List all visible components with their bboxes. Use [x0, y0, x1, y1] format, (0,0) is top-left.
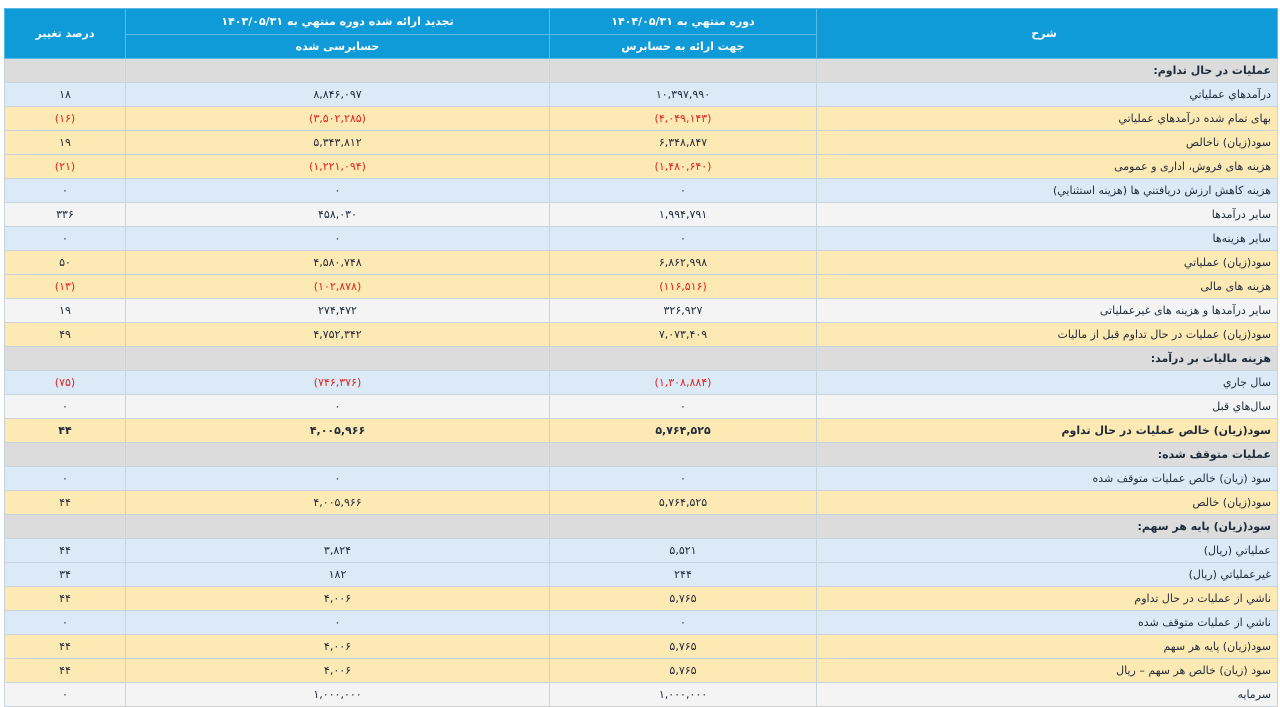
current-period-value: ۵,۷۶۴,۵۲۵	[550, 419, 817, 443]
current-period-value: (۱,۳۰۸,۸۸۴)	[550, 371, 817, 395]
previous-period-value: ۴,۰۰۶	[126, 635, 550, 659]
previous-period-value: ۰	[126, 395, 550, 419]
table-row	[5, 395, 1278, 419]
current-period-value: ۰	[550, 179, 817, 203]
change-percent-value: ۴۴	[5, 659, 126, 683]
header-current-status: جهت ارائه به حسابرس	[550, 35, 817, 59]
table-row	[5, 179, 1278, 203]
row-label: سود(زيان) خالص عمليات در حال تداوم	[817, 419, 1278, 443]
row-label: سود(زيان) ناخالص	[817, 131, 1278, 155]
row-label: عملياتي (ريال)	[817, 539, 1278, 563]
section-row	[5, 515, 1278, 539]
previous-period-value	[126, 59, 550, 83]
row-label: غيرعملياتي (ريال)	[817, 563, 1278, 587]
change-percent-value: (۷۵)	[5, 371, 126, 395]
table-row	[5, 275, 1278, 299]
current-period-value: ۵,۵۲۱	[550, 539, 817, 563]
previous-period-value: (۱,۲۲۱,۰۹۴)	[126, 155, 550, 179]
previous-period-value	[126, 443, 550, 467]
table-body	[5, 59, 1278, 707]
current-period-value	[550, 515, 817, 539]
row-label: سود (زيان) خالص هر سهم – ريال	[817, 659, 1278, 683]
current-period-value: (۱۱۶,۵۱۶)	[550, 275, 817, 299]
change-percent-value: (۱۶)	[5, 107, 126, 131]
table-row	[5, 227, 1278, 251]
income-statement-table	[4, 8, 1278, 707]
row-label: هزينه هاى مالى	[817, 275, 1278, 299]
table-row	[5, 131, 1278, 155]
change-percent-value: ۰	[5, 179, 126, 203]
row-label: سود(زيان) پايه هر سهم	[817, 635, 1278, 659]
table-row	[5, 371, 1278, 395]
previous-period-value: ۸,۸۴۶,۰۹۷	[126, 83, 550, 107]
previous-period-value: ۱,۰۰۰,۰۰۰	[126, 683, 550, 707]
current-period-value: ۶,۳۴۸,۸۴۷	[550, 131, 817, 155]
previous-period-value: ۰	[126, 611, 550, 635]
change-percent-value: ۳۴	[5, 563, 126, 587]
change-percent-value: ۴۴	[5, 587, 126, 611]
previous-period-value: ۴,۷۵۲,۳۴۲	[126, 323, 550, 347]
section-row	[5, 443, 1278, 467]
previous-period-value	[126, 515, 550, 539]
current-period-value: ۱,۹۹۴,۷۹۱	[550, 203, 817, 227]
row-label: عملیات متوقف شده:	[817, 443, 1278, 467]
current-period-value: (۴,۰۴۹,۱۴۳)	[550, 107, 817, 131]
section-row	[5, 347, 1278, 371]
row-label: سود(زیان) پایه هر سهم:	[817, 515, 1278, 539]
change-percent-value: ۴۴	[5, 635, 126, 659]
previous-period-value: ۵,۳۴۳,۸۱۲	[126, 131, 550, 155]
current-period-value: ۱۰,۳۹۷,۹۹۰	[550, 83, 817, 107]
previous-period-value: ۴,۵۸۰,۷۴۸	[126, 251, 550, 275]
row-label: هزینه مالیات بر درآمد:	[817, 347, 1278, 371]
change-percent-value: ۳۳۶	[5, 203, 126, 227]
previous-period-value: ۴,۰۰۶	[126, 659, 550, 683]
table-row	[5, 659, 1278, 683]
previous-period-value: ۲۷۴,۴۷۲	[126, 299, 550, 323]
previous-period-value: (۷۴۶,۳۷۶)	[126, 371, 550, 395]
header-change-percent: درصد تغییر	[5, 9, 126, 59]
row-label: سود(زيان) خالص	[817, 491, 1278, 515]
change-percent-value: ۱۸	[5, 83, 126, 107]
change-percent-value: ۰	[5, 227, 126, 251]
row-label: سرمايه	[817, 683, 1278, 707]
current-period-value: ۲۴۴	[550, 563, 817, 587]
table-row	[5, 587, 1278, 611]
previous-period-value: ۰	[126, 467, 550, 491]
current-period-value: ۰	[550, 467, 817, 491]
current-period-value	[550, 347, 817, 371]
current-period-value: ۵,۷۶۵	[550, 659, 817, 683]
previous-period-value: ۴,۰۰۵,۹۶۶	[126, 419, 550, 443]
row-label: هزينه هاى فروش، ادارى و عمومى	[817, 155, 1278, 179]
row-label: ساير درآمدها	[817, 203, 1278, 227]
row-label: هزينه کاهش ارزش دريافتني ها (هزينه استثنايي)	[817, 179, 1278, 203]
previous-period-value: ۱۸۲	[126, 563, 550, 587]
current-period-value: ۷,۰۷۳,۴۰۹	[550, 323, 817, 347]
table-row	[5, 491, 1278, 515]
row-label: بهاى تمام شده درآمدهاي عملياتي	[817, 107, 1278, 131]
change-percent-value: ۱۹	[5, 299, 126, 323]
table-row	[5, 683, 1278, 707]
row-label: ناشي از عمليات متوقف شده	[817, 611, 1278, 635]
change-percent-value: ۱۹	[5, 131, 126, 155]
previous-period-value: ۴,۰۰۶	[126, 587, 550, 611]
change-percent-value	[5, 515, 126, 539]
change-percent-value: ۰	[5, 683, 126, 707]
change-percent-value: (۲۱)	[5, 155, 126, 179]
table-row	[5, 83, 1278, 107]
table-row	[5, 323, 1278, 347]
previous-period-value	[126, 347, 550, 371]
change-percent-value: (۱۳)	[5, 275, 126, 299]
change-percent-value: ۴۹	[5, 323, 126, 347]
current-period-value	[550, 443, 817, 467]
row-label: سود(زيان) عملياتي	[817, 251, 1278, 275]
current-period-value: ۰	[550, 395, 817, 419]
row-label: سود(زيان) عمليات در حال تداوم قبل از ماليات	[817, 323, 1278, 347]
current-period-value	[550, 59, 817, 83]
header-row	[5, 9, 1278, 35]
table-row	[5, 155, 1278, 179]
table-row	[5, 467, 1278, 491]
previous-period-value: ۰	[126, 227, 550, 251]
table-row	[5, 203, 1278, 227]
table-row	[5, 635, 1278, 659]
current-period-value: ۳۲۶,۹۲۷	[550, 299, 817, 323]
current-period-value: ۵,۷۶۴,۵۲۵	[550, 491, 817, 515]
row-label: سال جاري	[817, 371, 1278, 395]
change-percent-value: ۰	[5, 467, 126, 491]
header-previous-status: حسابرسی شده	[126, 35, 550, 59]
row-label: ساير هزينه‌ها	[817, 227, 1278, 251]
table-row	[5, 251, 1278, 275]
row-label: سود (زيان) خالص عمليات متوقف شده	[817, 467, 1278, 491]
previous-period-value: ۰	[126, 179, 550, 203]
header-current-period: دوره منتهي به ۱۴۰۴/۰۵/۳۱	[550, 9, 817, 35]
previous-period-value: (۳,۵۰۲,۲۸۵)	[126, 107, 550, 131]
row-label: ناشي از عمليات در حال تداوم	[817, 587, 1278, 611]
section-row	[5, 59, 1278, 83]
change-percent-value	[5, 347, 126, 371]
row-label: عملیات در حال تداوم:	[817, 59, 1278, 83]
table-row	[5, 419, 1278, 443]
current-period-value: ۰	[550, 611, 817, 635]
table-row	[5, 611, 1278, 635]
previous-period-value: (۱۰۲,۸۷۸)	[126, 275, 550, 299]
header-previous-period: تجدید ارائه شده دوره منتهي به ۱۴۰۳/۰۵/۳۱	[126, 9, 550, 35]
header-description: شرح	[817, 9, 1278, 59]
previous-period-value: ۴,۰۰۵,۹۶۶	[126, 491, 550, 515]
row-label: سال‌هاي قبل	[817, 395, 1278, 419]
change-percent-value: ۴۴	[5, 419, 126, 443]
previous-period-value: ۴۵۸,۰۳۰	[126, 203, 550, 227]
income-statement-table-container	[4, 8, 1277, 707]
row-label: درآمدهاي عملياتي	[817, 83, 1278, 107]
change-percent-value: ۰	[5, 611, 126, 635]
change-percent-value: ۰	[5, 395, 126, 419]
previous-period-value: ۳,۸۲۴	[126, 539, 550, 563]
change-percent-value	[5, 443, 126, 467]
table-row	[5, 107, 1278, 131]
change-percent-value: ۴۴	[5, 539, 126, 563]
current-period-value: ۵,۷۶۵	[550, 635, 817, 659]
current-period-value: ۶,۸۶۲,۹۹۸	[550, 251, 817, 275]
row-label: ساير درآمدها و هزينه هاى غيرعملياتى	[817, 299, 1278, 323]
change-percent-value	[5, 59, 126, 83]
change-percent-value: ۴۴	[5, 491, 126, 515]
table-row	[5, 563, 1278, 587]
change-percent-value: ۵۰	[5, 251, 126, 275]
table-row	[5, 299, 1278, 323]
current-period-value: ۱,۰۰۰,۰۰۰	[550, 683, 817, 707]
current-period-value: ۰	[550, 227, 817, 251]
table-row	[5, 539, 1278, 563]
current-period-value: (۱,۴۸۰,۶۴۰)	[550, 155, 817, 179]
current-period-value: ۵,۷۶۵	[550, 587, 817, 611]
